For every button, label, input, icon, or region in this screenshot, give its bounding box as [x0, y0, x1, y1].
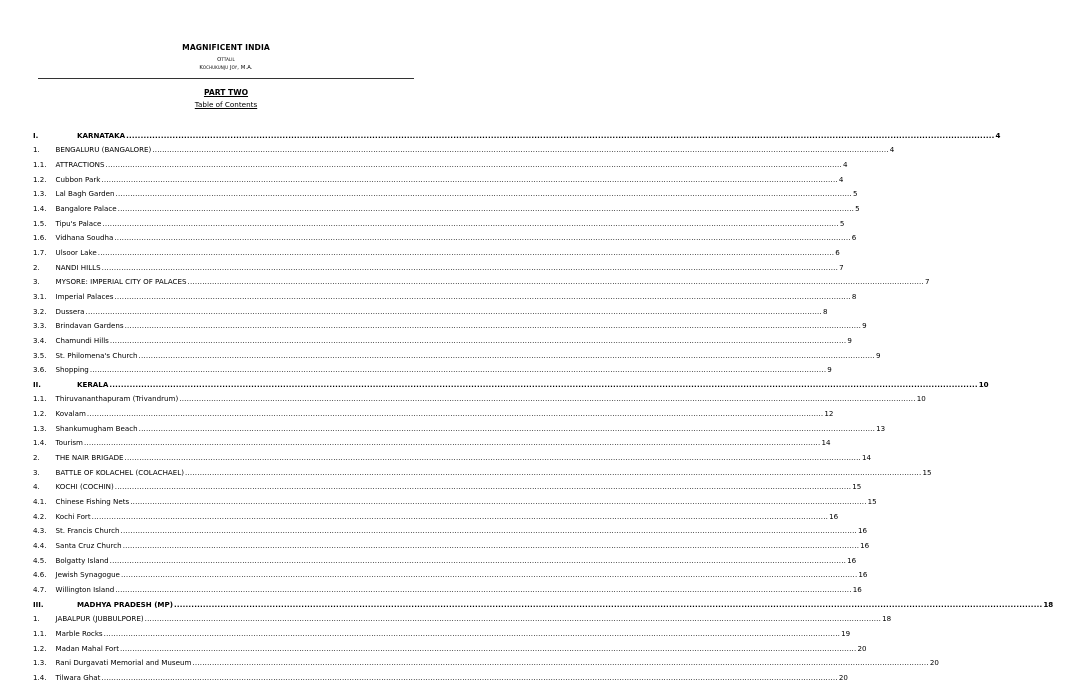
toc-heading: Table of Contents [194, 100, 258, 109]
toc-dot-leader: ............................................................................................................................................................................................................................................................................................................ [114, 291, 851, 301]
toc-entry-number: II. [33, 379, 41, 389]
toc-entry-label: MYSORE: IMPERIAL CITY OF PALACES [55, 277, 187, 287]
toc-entry[interactable] [33, 565, 868, 580]
toc-entry[interactable] [33, 360, 832, 375]
toc-section-entry[interactable] [33, 374, 989, 389]
toc-page-number: 20 [857, 643, 867, 653]
toc-entry-label: Rani Durgavati Memorial and Museum [55, 658, 192, 668]
toc-page-number: 5 [839, 218, 845, 228]
toc-entry-number: I. [33, 130, 39, 140]
header-divider [38, 78, 414, 79]
toc-entry-label: NANDI HILLS [55, 262, 101, 272]
toc-entry-label: Madan Mahal Fort [55, 643, 119, 653]
toc-entry-number: 3.3. [33, 321, 47, 331]
toc-entry-label: THE NAIR BRIGADE [55, 453, 124, 463]
author-line-2: Kochukunju Joy, M.A. [199, 64, 253, 71]
toc-entry-label: Chamundi Hills [55, 335, 109, 345]
toc-entry-number: 4.6. [33, 570, 47, 580]
toc-entry-number: 1.4. [33, 203, 47, 213]
toc-entry-number: 3.6. [33, 365, 47, 375]
toc-dot-leader: ............................................................................................................................................................................................................................................................................................................ [115, 585, 852, 594]
toc-page-number: 6 [851, 233, 857, 243]
toc-entry-number: 1.7. [33, 247, 47, 257]
toc-entry-label: Vidhana Soudha [55, 233, 114, 243]
toc-page-number: 5 [855, 203, 860, 213]
toc-entry[interactable] [33, 154, 848, 169]
toc-entry-label: ATTRACTIONS [55, 159, 105, 169]
toc-entry-number: 3.5. [33, 350, 47, 360]
toc-dot-leader: ............................................................................................................................................................................................................................................................................................................ [101, 262, 839, 272]
toc-entry-label: Marble Rocks [55, 628, 103, 638]
toc-dot-leader: ............................................................................................................................................................................................................................................................................................................ [114, 482, 852, 492]
toc-entry[interactable] [33, 535, 870, 551]
toc-entry-number: 3. [33, 467, 40, 477]
toc-entry-number: 4.3. [33, 526, 47, 536]
toc-dot-leader: ............................................................................................................................................................................................................................................................................................................ [89, 365, 827, 375]
toc-entry[interactable] [33, 447, 872, 463]
toc-entry-label: Tourism [55, 438, 83, 448]
toc-entry-number: 3.2. [33, 306, 47, 316]
toc-entry-number: 1.4. [33, 438, 47, 448]
toc-page-number: 12 [824, 409, 834, 419]
toc-entry-number: III. [33, 599, 44, 609]
toc-page-number: 7 [924, 277, 930, 287]
toc-dot-leader: ............................................................................................................................................................................................................................................................................................................ [130, 497, 867, 507]
toc-entry-number: 1.4. [33, 672, 47, 682]
toc-entry[interactable] [33, 579, 862, 594]
toc-entry[interactable] [33, 301, 828, 316]
toc-page-number: 10 [916, 394, 926, 404]
toc-page-number: 6 [835, 247, 840, 257]
toc-entry[interactable] [33, 316, 867, 331]
toc-page-number: 16 [860, 541, 870, 551]
toc-entry-label: BATTLE OF KOLACHEL (COLACHAEL) [55, 467, 184, 477]
toc-entry-label: Chinese Fishing Nets [55, 497, 130, 507]
toc-page-number: 19 [841, 628, 851, 638]
toc-entry-number: 3.1. [33, 291, 47, 301]
toc-dot-leader: ............................................................................................................................................................................................................................................................................................................ [117, 203, 855, 213]
toc-page-number: 4 [889, 145, 895, 155]
toc-entry-number: 1.3. [33, 423, 47, 433]
toc-dot-leader: ............................................................................................................................................................................................................................................................................................................ [86, 409, 824, 419]
toc-entry-label: Ulsoor Lake [55, 247, 97, 257]
toc-entry[interactable] [33, 477, 862, 492]
toc-entry-number: 4.5. [33, 555, 47, 565]
toc-entry-label: Bolgatty Island [55, 555, 109, 565]
toc-page-number: 15 [852, 482, 862, 492]
toc-entry[interactable] [33, 550, 857, 565]
toc-dot-leader: ............................................................................................................................................................................................................................................................................................................ [120, 526, 858, 536]
toc-dot-leader: ............................................................................................................................................................................................................................................................................................................ [105, 159, 842, 169]
toc-dot-leader: ............................................................................................................................................................................................................................................................................................................ [120, 570, 858, 580]
toc-page-number: 20 [838, 672, 848, 682]
toc-page-number: 14 [862, 453, 872, 463]
toc-entry-number: 3. [33, 277, 40, 287]
toc-section-entry[interactable] [33, 125, 1001, 140]
toc-entry-label: St. Philomena's Church [55, 350, 138, 360]
toc-entry-label: BENGALURU (BANGALORE) [55, 145, 152, 155]
toc-entry[interactable] [33, 286, 857, 301]
toc-dot-leader: ............................................................................................................................................................................................................................................................................................................ [109, 379, 978, 389]
toc-dot-leader: ............................................................................................................................................................................................................................................................................................................ [138, 350, 875, 360]
toc-entry-label: Dussera [55, 306, 85, 316]
toc-dot-leader: ............................................................................................................................................................................................................................................................................................................ [152, 145, 889, 155]
toc-dot-leader: ............................................................................................................................................................................................................................................................................................................ [179, 394, 916, 404]
toc-page-number: 14 [821, 438, 831, 448]
toc-dot-leader: ............................................................................................................................................................................................................................................................................................................ [187, 277, 924, 287]
toc-entry[interactable] [33, 228, 857, 243]
toc-entry-number: 1.3. [33, 189, 47, 199]
toc-page-number: 4 [838, 174, 844, 184]
toc-entry-label: Santa Cruz Church [55, 541, 122, 551]
toc-entry[interactable] [33, 609, 892, 624]
toc-page-number: 15 [867, 497, 877, 507]
toc-page-number: 13 [876, 423, 886, 433]
toc-page-number: 16 [847, 555, 857, 565]
toc-page-number: 16 [829, 511, 839, 521]
toc-page-number: 7 [839, 262, 844, 272]
toc-entry[interactable] [33, 198, 860, 213]
toc-entry-number: 1. [33, 614, 40, 624]
toc-entry-label: Cubbon Park [55, 174, 101, 184]
toc-entry[interactable] [33, 667, 848, 682]
toc-entry-number: 4.2. [33, 511, 47, 521]
toc-dot-leader: ............................................................................................................................................................................................................................................................................................................ [101, 672, 838, 682]
toc-entry-label: Thiruvananthapuram (Trivandrum) [55, 394, 179, 404]
toc-dot-leader: ............................................................................................................................................................................................................................................................................................................ [126, 130, 995, 140]
toc-page-number: 5 [852, 189, 858, 199]
table-of-contents [33, 125, 1054, 682]
toc-entry-label: Jewish Synagogue [55, 570, 120, 580]
toc-entry-label: Imperial Palaces [55, 291, 114, 301]
toc-entry-number: 1.5. [33, 218, 47, 228]
toc-page-number: 15 [922, 467, 932, 477]
toc-page-number: 9 [847, 335, 852, 345]
toc-page-number: 9 [862, 321, 867, 331]
toc-entry-label: Shankumugham Beach [55, 423, 138, 433]
toc-page-number: 8 [822, 306, 828, 316]
toc-entry[interactable] [33, 506, 839, 521]
toc-entry[interactable] [33, 653, 939, 668]
toc-dot-leader: ............................................................................................................................................................................................................................................................................................................ [85, 306, 822, 316]
toc-page-number: 16 [852, 585, 862, 594]
toc-entry-label: KOCHI (COCHIN) [55, 482, 114, 492]
toc-page-number: 4 [842, 159, 848, 169]
toc-entry[interactable] [33, 521, 868, 536]
toc-page-number: 16 [858, 570, 868, 580]
toc-page-number: 16 [858, 526, 868, 536]
toc-entry[interactable] [33, 418, 886, 433]
toc-entry[interactable] [33, 345, 881, 360]
toc-dot-leader: ............................................................................................................................................................................................................................................................................................................ [91, 511, 829, 521]
toc-entry-number: 4. [33, 482, 40, 492]
toc-dot-leader: ............................................................................................................................................................................................................................................................................................................ [109, 335, 847, 345]
toc-dot-leader: ............................................................................................................................................................................................................................................................................................................ [102, 218, 839, 228]
toc-dot-leader: ............................................................................................................................................................................................................................................................................................................ [138, 423, 876, 433]
toc-entry-number: 2. [33, 453, 40, 463]
toc-entry-label: Lal Bagh Garden [55, 189, 115, 199]
toc-entry-label: Bangalore Palace [55, 203, 117, 213]
toc-entry-label: Kochi Fort [55, 511, 91, 521]
toc-entry-number: 1.2. [33, 643, 47, 653]
toc-entry-number: 1.2. [33, 174, 47, 184]
toc-dot-leader: ............................................................................................................................................................................................................................................................................................................ [109, 555, 847, 565]
toc-entry-label: JABALPUR (JUBBULPORE) [55, 614, 144, 624]
toc-entry[interactable] [33, 389, 926, 404]
toc-dot-leader: ............................................................................................................................................................................................................................................................................................................ [124, 453, 861, 463]
toc-page-number: 10 [978, 379, 989, 389]
toc-page-number: 4 [995, 130, 1001, 140]
toc-dot-leader: ............................................................................................................................................................................................................................................................................................................ [184, 467, 922, 477]
toc-dot-leader: ............................................................................................................................................................................................................................................................................................................ [192, 658, 929, 668]
toc-entry[interactable] [33, 242, 840, 257]
toc-entry[interactable] [33, 403, 834, 419]
toc-dot-leader: ............................................................................................................................................................................................................................................................................................................ [119, 643, 857, 653]
toc-entry-number: 1.2. [33, 409, 47, 419]
toc-entry[interactable] [33, 169, 844, 184]
toc-page-number: 9 [875, 350, 881, 360]
toc-entry-label: Willington Island [55, 585, 115, 594]
toc-entry[interactable] [33, 213, 845, 228]
toc-entry[interactable] [33, 623, 851, 638]
toc-entry-label: Tilwara Ghat [55, 672, 101, 682]
toc-entry[interactable] [33, 462, 932, 477]
toc-entry-number: 1.3. [33, 658, 47, 668]
toc-entry-number: 1.1. [33, 394, 47, 404]
toc-dot-leader: ............................................................................................................................................................................................................................................................................................................ [115, 189, 852, 199]
toc-dot-leader: ............................................................................................................................................................................................................................................................................................................ [144, 614, 882, 624]
toc-entry-label: Brindavan Gardens [55, 321, 124, 331]
toc-entry-label: St. Francis Church [55, 526, 120, 536]
toc-entry-label: Kovalam [55, 409, 86, 419]
toc-entry-label: Shopping [55, 365, 89, 375]
toc-dot-leader: ............................................................................................................................................................................................................................................................................................................ [97, 247, 835, 257]
toc-entry[interactable] [33, 272, 930, 287]
toc-entry-label: Tipu's Palace [55, 218, 102, 228]
toc-dot-leader: ............................................................................................................................................................................................................................................................................................................ [101, 174, 838, 184]
toc-dot-leader: ............................................................................................................................................................................................................................................................................................................ [114, 233, 851, 243]
toc-page-number: 8 [851, 291, 857, 301]
part-heading: PART TWO [203, 88, 249, 97]
toc-entry[interactable] [33, 491, 877, 507]
toc-page-number: 20 [929, 658, 939, 668]
toc-dot-leader: ............................................................................................................................................................................................................................................................................................................ [103, 628, 841, 638]
toc-entry-number: 1.1. [33, 628, 47, 638]
author-line-1: Ottalil [217, 57, 235, 63]
toc-dot-leader: ............................................................................................................................................................................................................................................................................................................ [173, 599, 1043, 609]
book-title: MAGNIFICENT INDIA [182, 43, 270, 52]
toc-entry-number: 3.4. [33, 335, 47, 345]
toc-entry-label: KARNATAKA [77, 130, 126, 140]
toc-entry[interactable] [33, 140, 895, 155]
toc-entry-number: 2. [33, 262, 40, 272]
toc-entry-number: 1.6. [33, 233, 47, 243]
toc-entry-number: 1.1. [33, 159, 47, 169]
toc-entry-number: 4.4. [33, 541, 47, 551]
toc-entry-number: 4.7. [33, 585, 47, 594]
toc-section-entry[interactable] [33, 594, 1054, 609]
toc-page-number: 9 [827, 365, 832, 375]
toc-entry-label: MADHYA PRADESH (MP) [77, 599, 173, 609]
toc-page-number: 18 [1043, 599, 1054, 609]
toc-entry[interactable] [33, 638, 867, 653]
toc-entry-number: 4.1. [33, 497, 47, 507]
toc-entry-label: KERALA [77, 379, 109, 389]
toc-entry[interactable] [33, 257, 844, 272]
toc-entry[interactable] [33, 184, 858, 199]
toc-entry[interactable] [33, 330, 852, 345]
toc-page-number: 18 [882, 614, 892, 624]
toc-dot-leader: ............................................................................................................................................................................................................................................................................................................ [122, 541, 860, 551]
toc-entry-number: 1. [33, 145, 40, 155]
toc-entry[interactable] [33, 433, 831, 448]
toc-dot-leader: ............................................................................................................................................................................................................................................................................................................ [83, 438, 821, 448]
toc-dot-leader: ............................................................................................................................................................................................................................................................................................................ [124, 321, 862, 331]
